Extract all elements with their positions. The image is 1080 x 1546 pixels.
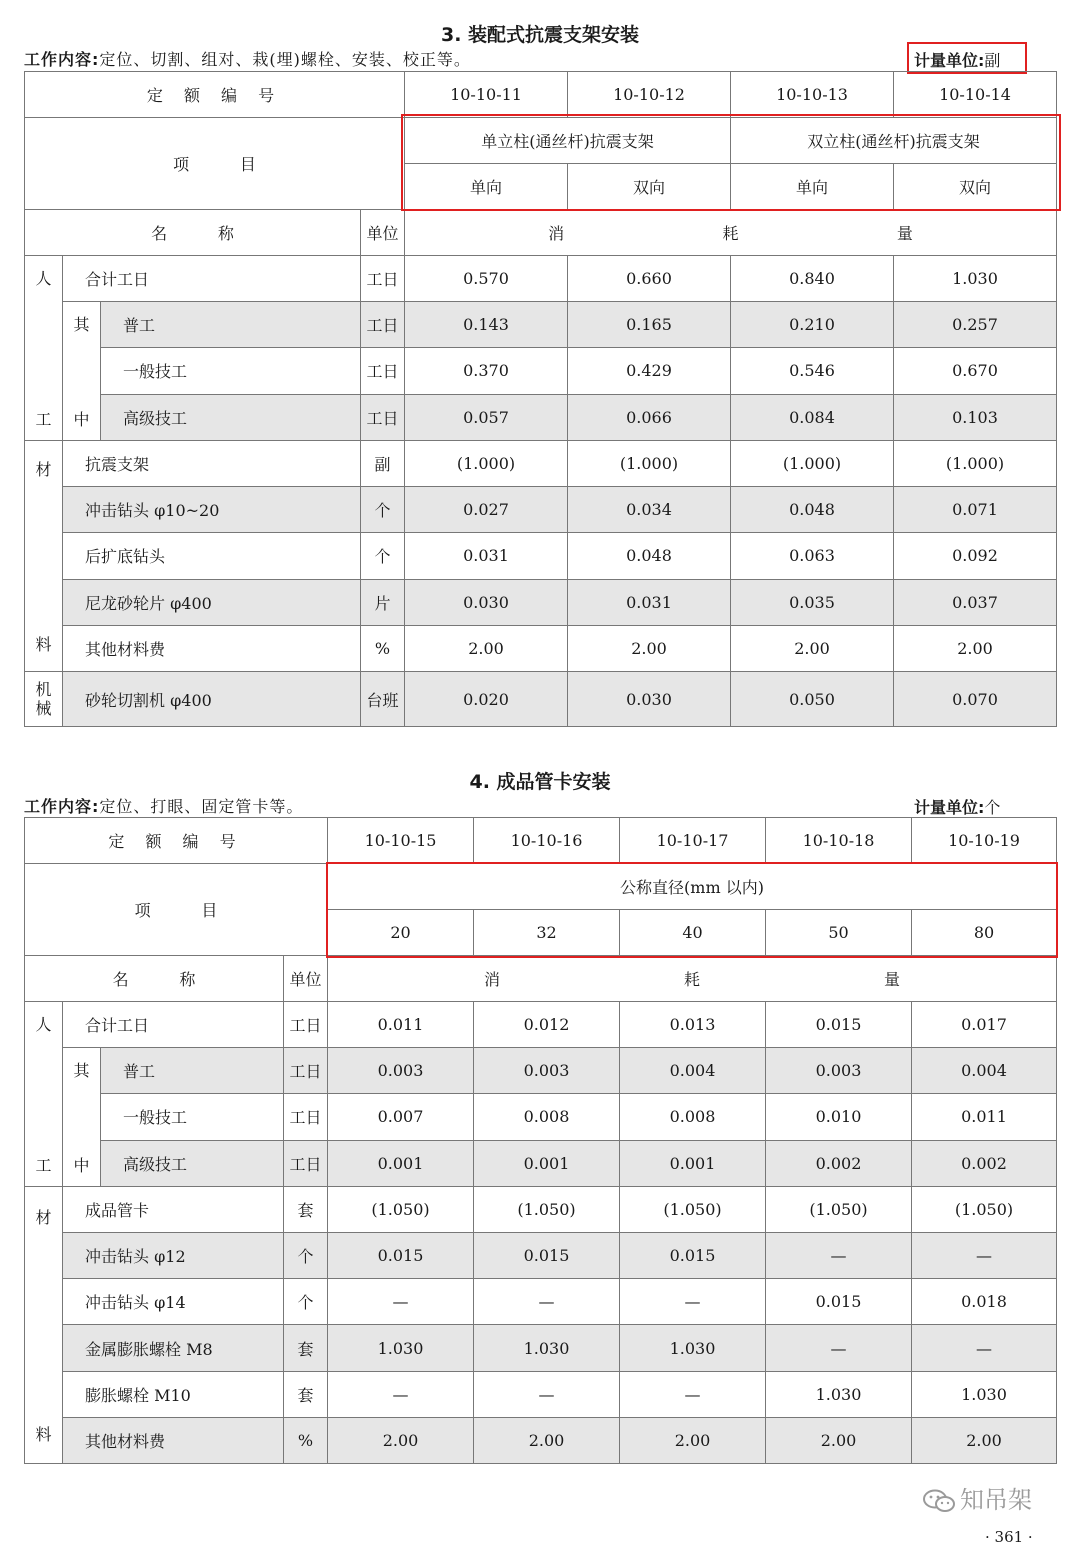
row-value: 1.030 (912, 1371, 1057, 1417)
row-name: 其他材料费 (63, 625, 361, 671)
row-value: 0.034 (568, 487, 731, 533)
row-value: (1.050) (912, 1187, 1057, 1233)
row-value: 0.015 (474, 1233, 620, 1279)
quota-code: 10-10-19 (912, 818, 1057, 864)
quota-code: 10-10-16 (474, 818, 620, 864)
row-name: 膨胀螺栓 M10 (63, 1371, 284, 1417)
header-consumption (405, 210, 1057, 256)
quota-code: 10-10-17 (620, 818, 766, 864)
row-value: 0.066 (568, 394, 731, 440)
row-unit: 工日 (284, 1094, 328, 1140)
row-value: — (620, 1279, 766, 1325)
quota-code: 10-10-18 (766, 818, 912, 864)
watermark (922, 1480, 1032, 1515)
row-value: 0.010 (766, 1094, 912, 1140)
row-unit: 个 (284, 1233, 328, 1279)
item-sub: 双向 (568, 164, 731, 210)
work-content-label: 工作内容: (24, 797, 100, 816)
row-value: 2.00 (405, 625, 568, 671)
row-value: 0.030 (405, 579, 568, 625)
row-name: 合计工日 (63, 256, 361, 302)
row-value: 0.011 (328, 1002, 474, 1048)
header-code-label: 定 额 编 号 (25, 72, 405, 118)
row-value: (1.050) (766, 1187, 912, 1233)
item-group: 双立柱(通丝杆)抗震支架 (731, 118, 1057, 164)
row-value: 0.063 (731, 533, 894, 579)
work-content-4 (24, 794, 303, 817)
work-content-text: 定位、切割、组对、栽(埋)螺栓、安装、校正等。 (99, 50, 471, 69)
row-value: — (620, 1371, 766, 1417)
header-name-label: 名 称 (25, 210, 361, 256)
header-code-label: 定 额 编 号 (25, 818, 328, 864)
quota-code: 10-10-13 (731, 72, 894, 118)
row-value: 0.057 (405, 394, 568, 440)
row-value: 0.143 (405, 302, 568, 348)
category-labor: 人 工 (25, 1002, 63, 1187)
row-value: 0.001 (474, 1140, 620, 1186)
page-number: · 361 · (985, 1528, 1033, 1546)
row-value: 0.018 (912, 1279, 1057, 1325)
row-unit: 套 (284, 1371, 328, 1417)
row-value: — (912, 1233, 1057, 1279)
category-labor: 人 工 (25, 256, 63, 441)
watermark-text: 知吊架 (960, 1486, 1032, 1514)
item-sub: 32 (474, 910, 620, 956)
row-unit: 工日 (284, 1048, 328, 1094)
row-unit: 工日 (284, 1002, 328, 1048)
row-value: 2.00 (894, 625, 1057, 671)
row-unit: 工日 (284, 1140, 328, 1186)
row-value: 0.670 (894, 348, 1057, 394)
item-sub: 双向 (894, 164, 1057, 210)
row-name: 一般技工 (101, 348, 361, 394)
row-value: 0.660 (568, 256, 731, 302)
category-qizhong: 其 中 (63, 1048, 101, 1187)
row-value: 1.030 (894, 256, 1057, 302)
row-value: 0.013 (620, 1002, 766, 1048)
row-value: 0.007 (328, 1094, 474, 1140)
row-value: — (766, 1325, 912, 1371)
row-value: — (328, 1371, 474, 1417)
row-value: 0.002 (766, 1140, 912, 1186)
measure-unit-4: 计量单位:个 (914, 798, 1001, 817)
consumption-char: 量 (884, 970, 901, 989)
row-unit: 个 (361, 533, 405, 579)
row-value: 2.00 (474, 1417, 620, 1463)
header-unit-label: 单位 (361, 210, 405, 256)
measure-unit-3: 计量单位:副 (914, 51, 1001, 70)
row-unit: 个 (361, 487, 405, 533)
work-content-3 (24, 47, 471, 70)
row-name: 金属膨胀螺栓 M8 (63, 1325, 284, 1371)
row-value: 0.048 (731, 487, 894, 533)
item-group: 单立柱(通丝杆)抗震支架 (405, 118, 731, 164)
row-value: 2.00 (568, 625, 731, 671)
row-value: 0.050 (731, 672, 894, 727)
row-value: 0.008 (620, 1094, 766, 1140)
row-value: 0.008 (474, 1094, 620, 1140)
item-sub: 20 (328, 910, 474, 956)
row-value: 0.004 (620, 1048, 766, 1094)
row-value: 1.030 (474, 1325, 620, 1371)
row-value: 2.00 (912, 1417, 1057, 1463)
row-value: 0.015 (328, 1233, 474, 1279)
row-value: (1.050) (328, 1187, 474, 1233)
row-value: 1.030 (328, 1325, 474, 1371)
row-value: 2.00 (766, 1417, 912, 1463)
row-value: 2.00 (328, 1417, 474, 1463)
row-value: 0.003 (766, 1048, 912, 1094)
row-value: 0.027 (405, 487, 568, 533)
item-sub: 50 (766, 910, 912, 956)
row-value: (1.000) (894, 441, 1057, 487)
consumption-char: 耗 (684, 970, 701, 989)
row-value: 0.070 (894, 672, 1057, 727)
row-name: 冲击钻头 φ14 (63, 1279, 284, 1325)
quota-code: 10-10-14 (894, 72, 1057, 118)
row-value: — (474, 1371, 620, 1417)
row-value: 0.257 (894, 302, 1057, 348)
item-group: 公称直径(mm 以内) (328, 864, 1057, 910)
row-value: (1.050) (620, 1187, 766, 1233)
row-unit: 工日 (361, 348, 405, 394)
row-value: 1.030 (766, 1371, 912, 1417)
work-content-text: 定位、打眼、固定管卡等。 (99, 797, 304, 816)
row-value: (1.000) (405, 441, 568, 487)
row-value: 0.030 (568, 672, 731, 727)
row-value: (1.050) (474, 1187, 620, 1233)
row-value: 0.031 (568, 579, 731, 625)
row-value: 0.011 (912, 1094, 1057, 1140)
row-value: 0.370 (405, 348, 568, 394)
row-unit: 副 (361, 441, 405, 487)
header-consumption (328, 956, 1057, 1002)
category-material: 材 料 (25, 441, 63, 672)
row-value: 0.084 (731, 394, 894, 440)
item-sub: 单向 (405, 164, 568, 210)
row-value: 0.001 (328, 1140, 474, 1186)
quota-table-3 (24, 71, 1057, 727)
row-name: 尼龙砂轮片 φ400 (63, 579, 361, 625)
row-value: 0.031 (405, 533, 568, 579)
quota-code: 10-10-15 (328, 818, 474, 864)
row-value: 0.210 (731, 302, 894, 348)
row-unit: 台班 (361, 672, 405, 727)
row-name: 普工 (101, 1048, 284, 1094)
row-value: 0.004 (912, 1048, 1057, 1094)
row-value: 0.103 (894, 394, 1057, 440)
category-qizhong: 其 中 (63, 302, 101, 441)
row-unit: 工日 (361, 302, 405, 348)
consumption-char: 消 (484, 970, 501, 989)
consumption-char: 消 (548, 224, 565, 243)
header-item-label: 项 目 (25, 864, 328, 956)
row-value: (1.000) (568, 441, 731, 487)
row-value: (1.000) (731, 441, 894, 487)
row-value: 2.00 (620, 1417, 766, 1463)
row-value: 0.012 (474, 1002, 620, 1048)
quota-code: 10-10-11 (405, 72, 568, 118)
row-value: 0.840 (731, 256, 894, 302)
row-value: 0.017 (912, 1002, 1057, 1048)
row-value: 0.048 (568, 533, 731, 579)
section-4-title: 4. 成品管卡安装 (469, 771, 611, 793)
item-sub: 单向 (731, 164, 894, 210)
row-value: — (766, 1233, 912, 1279)
row-unit: % (361, 625, 405, 671)
row-unit: % (284, 1417, 328, 1463)
row-name: 高级技工 (101, 394, 361, 440)
row-value: 2.00 (731, 625, 894, 671)
row-unit: 片 (361, 579, 405, 625)
row-value: 0.015 (620, 1233, 766, 1279)
work-content-label: 工作内容: (24, 50, 100, 69)
row-value: 0.570 (405, 256, 568, 302)
row-value: 0.071 (894, 487, 1057, 533)
row-name: 后扩底钻头 (63, 533, 361, 579)
header-name-label: 名 称 (25, 956, 284, 1002)
row-name: 其他材料费 (63, 1417, 284, 1463)
row-value: 0.092 (894, 533, 1057, 579)
row-name: 成品管卡 (63, 1187, 284, 1233)
row-value: — (474, 1279, 620, 1325)
row-unit: 套 (284, 1325, 328, 1371)
wechat-icon (922, 1489, 956, 1513)
row-name: 抗震支架 (63, 441, 361, 487)
item-sub: 80 (912, 910, 1057, 956)
row-name: 普工 (101, 302, 361, 348)
row-value: 0.015 (766, 1002, 912, 1048)
row-unit: 个 (284, 1279, 328, 1325)
row-name: 合计工日 (63, 1002, 284, 1048)
row-name: 砂轮切割机 φ400 (63, 672, 361, 727)
row-value: — (912, 1325, 1057, 1371)
row-name: 冲击钻头 φ12 (63, 1233, 284, 1279)
row-name: 冲击钻头 φ10~20 (63, 487, 361, 533)
header-unit-label: 单位 (284, 956, 328, 1002)
row-value: 0.546 (731, 348, 894, 394)
quota-table-4 (24, 817, 1057, 1464)
row-value: 0.001 (620, 1140, 766, 1186)
quota-code: 10-10-12 (568, 72, 731, 118)
category-material: 材 料 (25, 1187, 63, 1464)
consumption-char: 耗 (722, 224, 739, 243)
consumption-char: 量 (896, 224, 913, 243)
row-value: 0.003 (474, 1048, 620, 1094)
row-name: 一般技工 (101, 1094, 284, 1140)
row-unit: 工日 (361, 394, 405, 440)
row-value: 0.003 (328, 1048, 474, 1094)
row-value: 0.002 (912, 1140, 1057, 1186)
row-unit: 套 (284, 1187, 328, 1233)
row-value: 0.429 (568, 348, 731, 394)
row-value: 1.030 (620, 1325, 766, 1371)
row-value: 0.035 (731, 579, 894, 625)
row-value: 0.020 (405, 672, 568, 727)
row-value: 0.165 (568, 302, 731, 348)
section-3-title: 3. 装配式抗震支架安装 (440, 24, 640, 46)
row-unit: 工日 (361, 256, 405, 302)
item-sub: 40 (620, 910, 766, 956)
row-value: 0.015 (766, 1279, 912, 1325)
header-item-label: 项 目 (25, 118, 405, 210)
row-value: 0.037 (894, 579, 1057, 625)
row-name: 高级技工 (101, 1140, 284, 1186)
category-machinery: 机 械 (25, 672, 63, 727)
row-value: — (328, 1279, 474, 1325)
